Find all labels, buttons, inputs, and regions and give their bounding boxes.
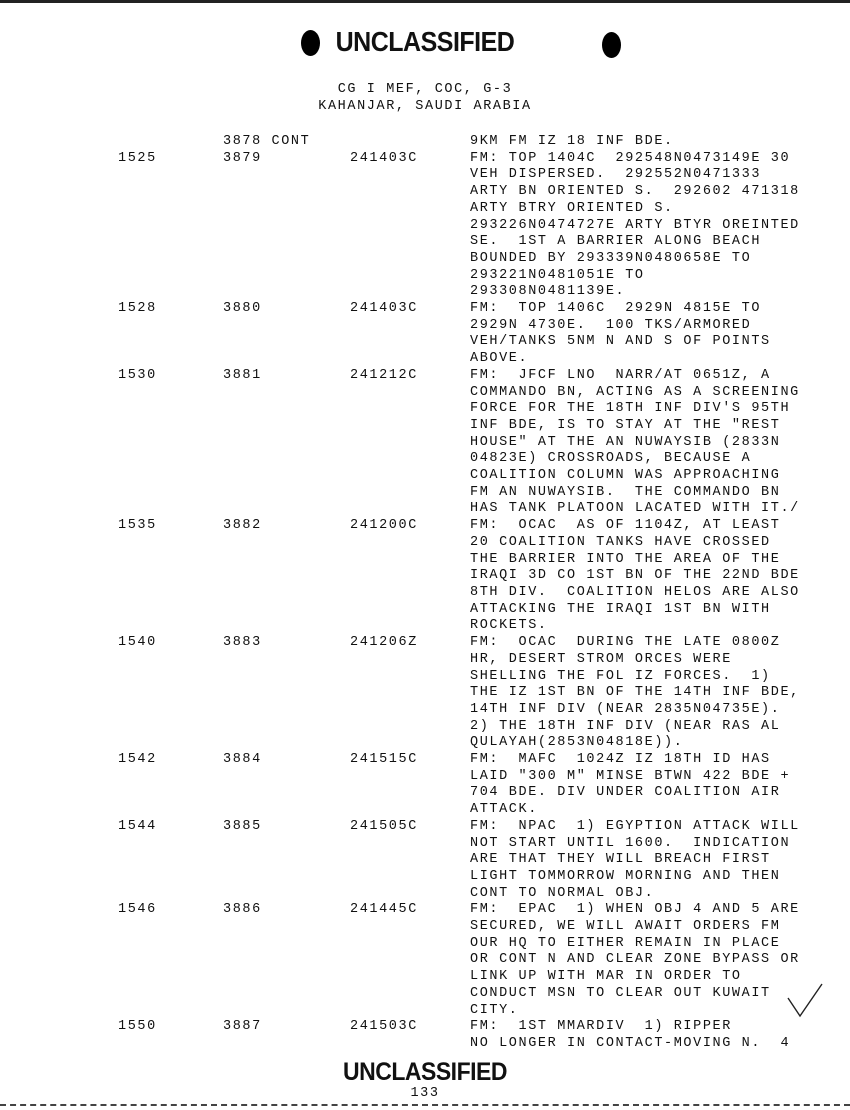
entry-text-line: ARE THAT THEY WILL BREACH FIRST xyxy=(470,852,771,868)
entry-serial: 3884 xyxy=(223,752,262,768)
journal-log xyxy=(0,134,850,1053)
checkmark-icon xyxy=(786,980,826,1020)
entry-time: 1542 xyxy=(118,752,157,768)
org-line-2: KAHANJAR, SAUDI ARABIA xyxy=(318,99,532,114)
entry-text xyxy=(470,134,850,151)
entry-text-line: FM: JFCF LNO NARR/AT 0651Z, A xyxy=(470,367,771,383)
entry-text-line: VEH/TANKS 5NM N AND S OF POINTS xyxy=(470,334,771,350)
entry-time: 1525 xyxy=(118,150,157,166)
entry-dtg: 241503C xyxy=(350,1019,418,1035)
log-entry xyxy=(0,902,850,1019)
page-number: 133 xyxy=(410,1086,440,1101)
entry-dtg: 241403C xyxy=(350,301,418,317)
entry-text-line: FM: EPAC 1) WHEN OBJ 4 AND 5 ARE xyxy=(470,902,800,918)
entry-text-line: 14TH INF DIV (NEAR 2835N04735E). xyxy=(470,701,781,717)
entry-text-line: LAID "300 M" MINSE BTWN 422 BDE + xyxy=(470,768,791,784)
entry-serial: 3885 xyxy=(223,818,262,834)
entry-text xyxy=(470,819,850,903)
entry-text-line: 2) THE 18TH INF DIV (NEAR RAS AL xyxy=(470,718,781,734)
entry-dtg: 241403C xyxy=(350,150,418,166)
entry-text-line: FM: OCAC DURING THE LATE 0800Z xyxy=(470,635,781,651)
entry-text-line: COALITION COLUMN WAS APPROACHING xyxy=(470,468,781,484)
entry-text-line: HOUSE" AT THE AN NUWAYSIB (2833N xyxy=(470,434,781,450)
entry-text-line: HAS TANK PLATOON LACATED WITH IT./ xyxy=(470,501,800,517)
log-entry xyxy=(0,518,850,635)
entry-text-line: NOT START UNTIL 1600. INDICATION xyxy=(470,835,791,851)
entry-serial: 3887 xyxy=(223,1019,262,1035)
entry-text-line: THE IZ 1ST BN OF THE 14TH INF BDE, xyxy=(470,685,800,701)
entry-serial: 3882 xyxy=(223,518,262,534)
entry-time: 1544 xyxy=(118,818,157,834)
entry-text-line: 9KM FM IZ 18 INF BDE. xyxy=(470,134,674,149)
entry-dtg: 241206Z xyxy=(350,635,418,651)
entry-serial: 3878 CONT xyxy=(223,134,311,149)
entry-time: 1528 xyxy=(118,301,157,317)
entry-text-line: ATTACKING THE IRAQI 1ST BN WITH xyxy=(470,601,771,617)
entry-time: 1546 xyxy=(118,902,157,918)
entry-serial: 3883 xyxy=(223,635,262,651)
entry-text-line: FM: MAFC 1024Z IZ 18TH ID HAS xyxy=(470,752,771,768)
entry-dtg: 241515C xyxy=(350,752,418,768)
entry-dtg: 241200C xyxy=(350,518,418,534)
entry-text-line: ABOVE. xyxy=(470,351,529,367)
log-entry xyxy=(0,1019,850,1052)
entry-text-line: SECURED, WE WILL AWAIT ORDERS FM xyxy=(470,919,781,935)
entry-text-line: 8TH DIV. COALITION HELOS ARE ALSO xyxy=(470,584,800,600)
entry-text-line: FM: OCAC AS OF 1104Z, AT LEAST xyxy=(470,518,781,534)
entry-text-line: 2929N 4730E. 100 TKS/ARMORED xyxy=(470,317,752,333)
log-entry xyxy=(0,134,850,151)
entry-text-line: 293221N0481051E TO xyxy=(470,267,645,283)
entry-text-line: FM AN NUWAYSIB. THE COMMANDO BN xyxy=(470,484,781,500)
entry-text-line: FM: TOP 1404C 292548N0473149E 30 xyxy=(470,150,791,166)
entry-text-line: OR CONT N AND CLEAR ZONE BYPASS OR xyxy=(470,952,800,968)
scan-edge-line-bottom xyxy=(0,1104,850,1106)
entry-text-line: 04823E) CROSSROADS, BECAUSE A xyxy=(470,451,752,467)
entry-text-line: BOUNDED BY 293339N0480658E TO xyxy=(470,250,752,266)
entry-text-line: LINK UP WITH MAR IN ORDER TO xyxy=(470,969,742,985)
entry-text-line: CITY. xyxy=(470,1002,519,1018)
entry-text-line: QULAYAH(2853N04818E)). xyxy=(470,735,684,751)
entry-text-line: ATTACK. xyxy=(470,802,538,818)
entry-serial: 3879 xyxy=(223,150,262,166)
entry-text xyxy=(470,635,850,752)
log-entry xyxy=(0,301,850,368)
entry-text-line: FM: NPAC 1) EGYPTION ATTACK WILL xyxy=(470,818,800,834)
entry-text xyxy=(470,368,850,518)
entry-text xyxy=(470,151,850,301)
entry-time: 1530 xyxy=(118,367,157,383)
entry-text-line: CONDUCT MSN TO CLEAR OUT KUWAIT xyxy=(470,985,771,1001)
entry-text-line: 293226N0474727E ARTY BTYR OREINTED xyxy=(470,217,800,233)
log-entry xyxy=(0,368,850,518)
entry-dtg: 241505C xyxy=(350,818,418,834)
entry-text-line: SHELLING THE FOL IZ FORCES. 1) xyxy=(470,668,771,684)
entry-text-line: NO LONGER IN CONTACT-MOVING N. 4 xyxy=(470,1035,791,1051)
entry-text-line: FM: TOP 1406C 2929N 4815E TO xyxy=(470,301,762,317)
classification-header: UNCLASSIFIED xyxy=(335,26,515,58)
entry-text-line: CONT TO NORMAL OBJ. xyxy=(470,885,655,901)
log-entry xyxy=(0,151,850,301)
entry-text-line: LIGHT TOMMORROW MORNING AND THEN xyxy=(470,868,781,884)
entry-text-line: IRAQI 3D CO 1ST BN OF THE 22ND BDE xyxy=(470,568,800,584)
classification-footer: UNCLASSIFIED xyxy=(343,1056,507,1086)
entry-text-line: COMMANDO BN, ACTING AS A SCREENING xyxy=(470,384,800,400)
entry-text-line: ARTY BN ORIENTED S. 292602 471318 xyxy=(470,184,800,200)
log-entry xyxy=(0,752,850,819)
log-entry xyxy=(0,819,850,903)
entry-text-line: SE. 1ST A BARRIER ALONG BEACH xyxy=(470,234,762,250)
entry-text-line: VEH DISPERSED. 292552N0471333 xyxy=(470,167,762,183)
entry-serial: 3881 xyxy=(223,367,262,383)
entry-text-line: THE BARRIER INTO THE AREA OF THE xyxy=(470,551,781,567)
entry-dtg: 241445C xyxy=(350,902,418,918)
entry-text xyxy=(470,518,850,635)
entry-time: 1550 xyxy=(118,1019,157,1035)
entry-text-line: 20 COALITION TANKS HAVE CROSSED xyxy=(470,534,771,550)
entry-text-line: ROCKETS. xyxy=(470,618,548,634)
entry-text xyxy=(470,752,850,819)
entry-text-line: FM: 1ST MMARDIV 1) RIPPER xyxy=(470,1019,732,1035)
entry-text-line: FORCE FOR THE 18TH INF DIV'S 95TH xyxy=(470,401,791,417)
entry-serial: 3886 xyxy=(223,902,262,918)
org-line-1: CG I MEF, COC, G-3 xyxy=(337,82,513,97)
entry-time: 1535 xyxy=(118,518,157,534)
entry-text xyxy=(470,301,850,368)
entry-text xyxy=(470,1019,850,1052)
entry-time: 1540 xyxy=(118,635,157,651)
entry-text-line: HR, DESERT STROM ORCES WERE xyxy=(470,651,732,667)
entry-text-line: ARTY BTRY ORIENTED S. xyxy=(470,200,674,216)
log-entry xyxy=(0,635,850,752)
scan-edge-line xyxy=(0,0,850,3)
entry-text-line: 704 BDE. DIV UNDER COALITION AIR xyxy=(470,785,781,801)
entry-text-line: OUR HQ TO EITHER REMAIN IN PLACE xyxy=(470,935,781,951)
entry-dtg: 241212C xyxy=(350,367,418,383)
entry-text-line: 293308N0481139E. xyxy=(470,284,626,300)
entry-text-line: INF BDE, IS TO STAY AT THE "REST xyxy=(470,417,781,433)
entry-serial: 3880 xyxy=(223,301,262,317)
